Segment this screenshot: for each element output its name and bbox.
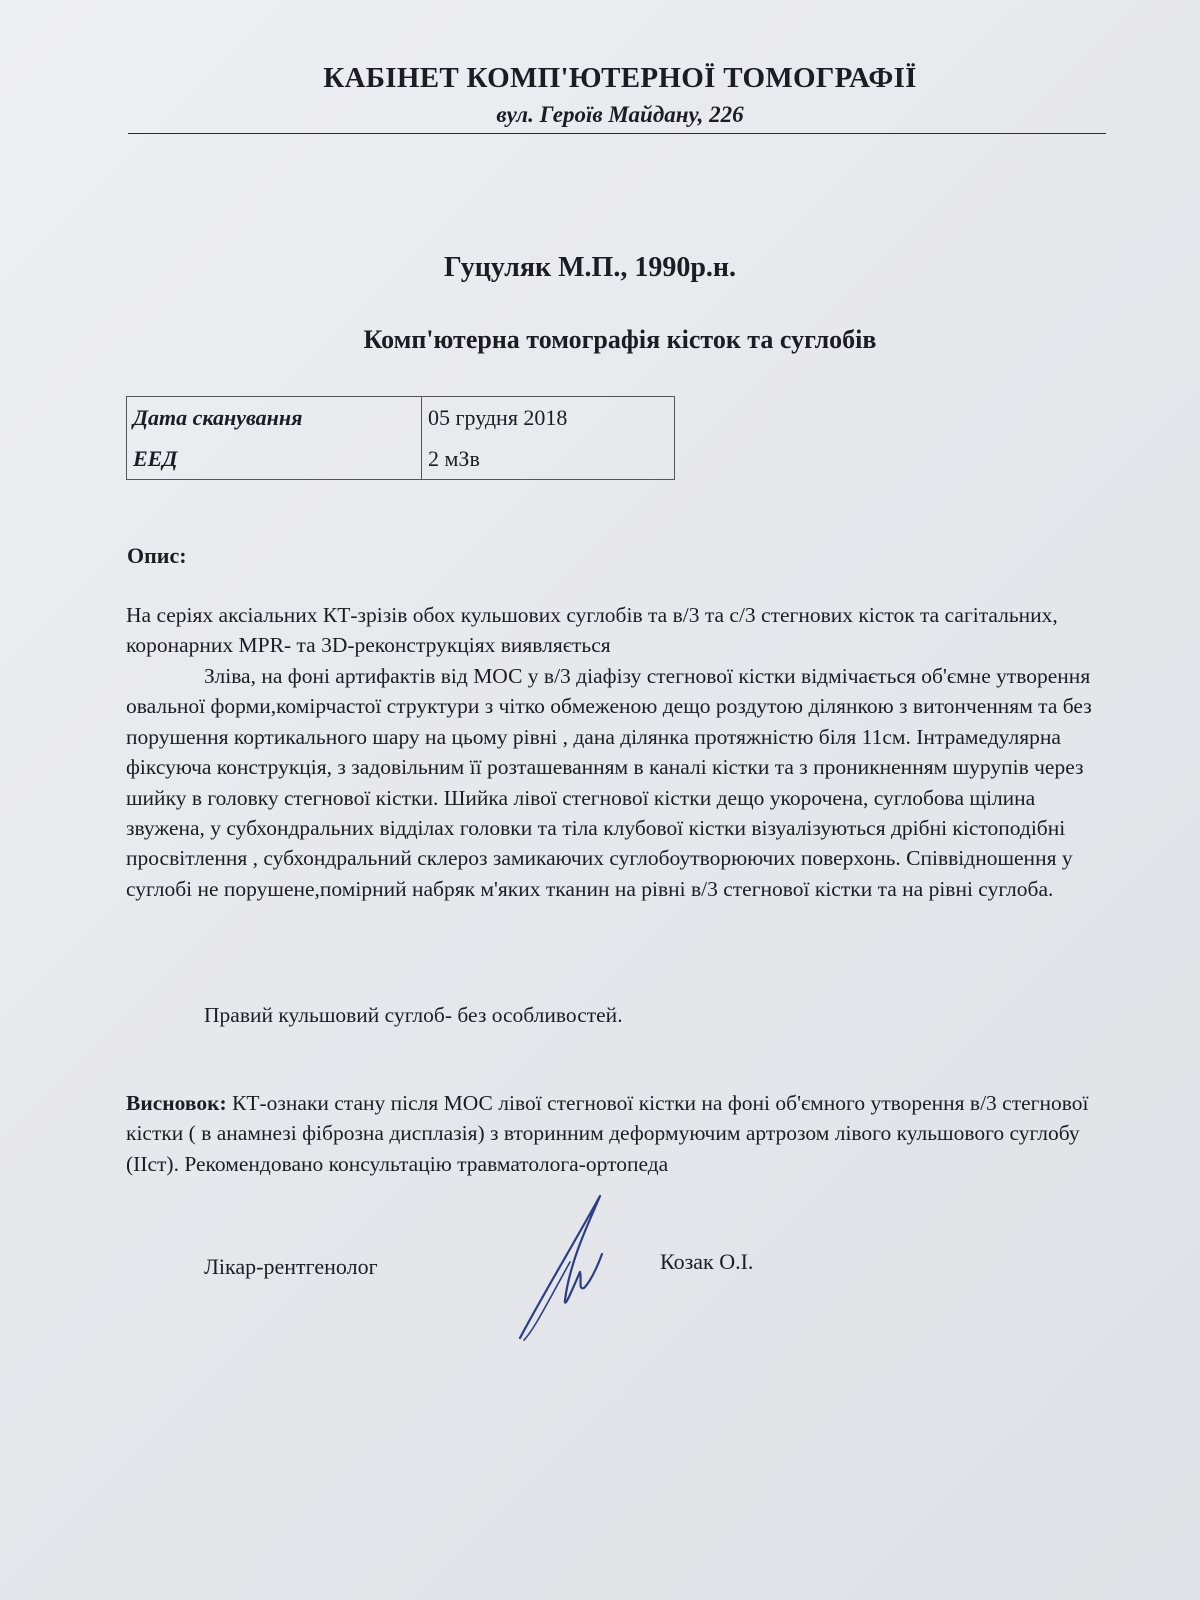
- description-label: Опис:: [127, 543, 187, 568]
- signer-role: Лікар-рентгенолог: [204, 1254, 378, 1279]
- scan-date-row: [127, 397, 675, 440]
- dose-row: [127, 439, 675, 480]
- conclusion-text: КТ-ознаки стану після МОС лівої стегнової кістки на фоні об'ємного утворення в/3 стегнової кістки ( в анамнезі фіброзна дисплазія) з вторинним деформуючим артрозом лівого кульшового суглобу (ІІст). Рекомендовано консультацію травматолога-ортопеда: [126, 1091, 1089, 1176]
- conclusion-block: [126, 1088, 1106, 1179]
- signer-name: Козак О.І.: [660, 1249, 754, 1274]
- header-divider: [128, 133, 1106, 134]
- scan-date-label: Дата сканування: [127, 397, 422, 440]
- clinic-title: КАБІНЕТ КОМП'ЮТЕРНОЇ ТОМОГРАФІЇ: [323, 62, 917, 94]
- description-paragraph-3: Правий кульшовий суглоб- без особливостей.: [204, 1003, 623, 1027]
- study-title: Комп'ютерна томографія кісток та суглобів: [363, 325, 877, 354]
- patient-name: Гуцуляк М.П., 1990р.н.: [443, 252, 737, 283]
- dose-label: ЕЕД: [127, 439, 422, 480]
- dose-value: 2 мЗв: [422, 439, 675, 480]
- conclusion-label: Висновок:: [126, 1091, 227, 1115]
- scan-info-table: [126, 396, 675, 480]
- handwritten-signature: [510, 1190, 630, 1350]
- description-paragraph-1: На серіях аксіальних КТ-зрізів обох кульшових суглобів та в/3 та с/3 стегнових кісток та сагітальних, коронарних MPR- та 3D-реконструкціях виявляється: [126, 603, 1058, 658]
- description-paragraph-2: Зліва, на фоні артифактів від МОС у в/3 діафізу стегнової кістки відмічається об'ємне утворення овальної форми,комірчастої структури з чітко обмеженою дещо роздутою ділянкою з витонченням та без порушення кортикального шару на цьому рівні , дана ділянка протяжністю біля 11см. Інтрамедулярна фіксуюча конструкція, з задовільним її розташеванням в каналі кістки та з проникненням шурупів через шийку в головку стегнової кістки. Шийка лівої стегнової кістки дещо укорочена, суглобова щілина звужена, у субхондральних відділах головки та тіла клубової кістки візуалізуються дрібні кістоподібні просвітлення , субхондральний склероз замикаючих суглобоутворюючих поверхонь. Співвідношення у суглобі не порушене,помірний набряк м'яких тканин на рівні в/3 стегнової кістки та на рівні суглоба.: [126, 664, 1092, 901]
- signature-loop: [524, 1262, 570, 1340]
- scan-date-value: 05 грудня 2018: [422, 397, 675, 440]
- signature-stroke: [520, 1196, 602, 1338]
- clinic-address: вул. Героїв Майдану, 226: [496, 102, 744, 127]
